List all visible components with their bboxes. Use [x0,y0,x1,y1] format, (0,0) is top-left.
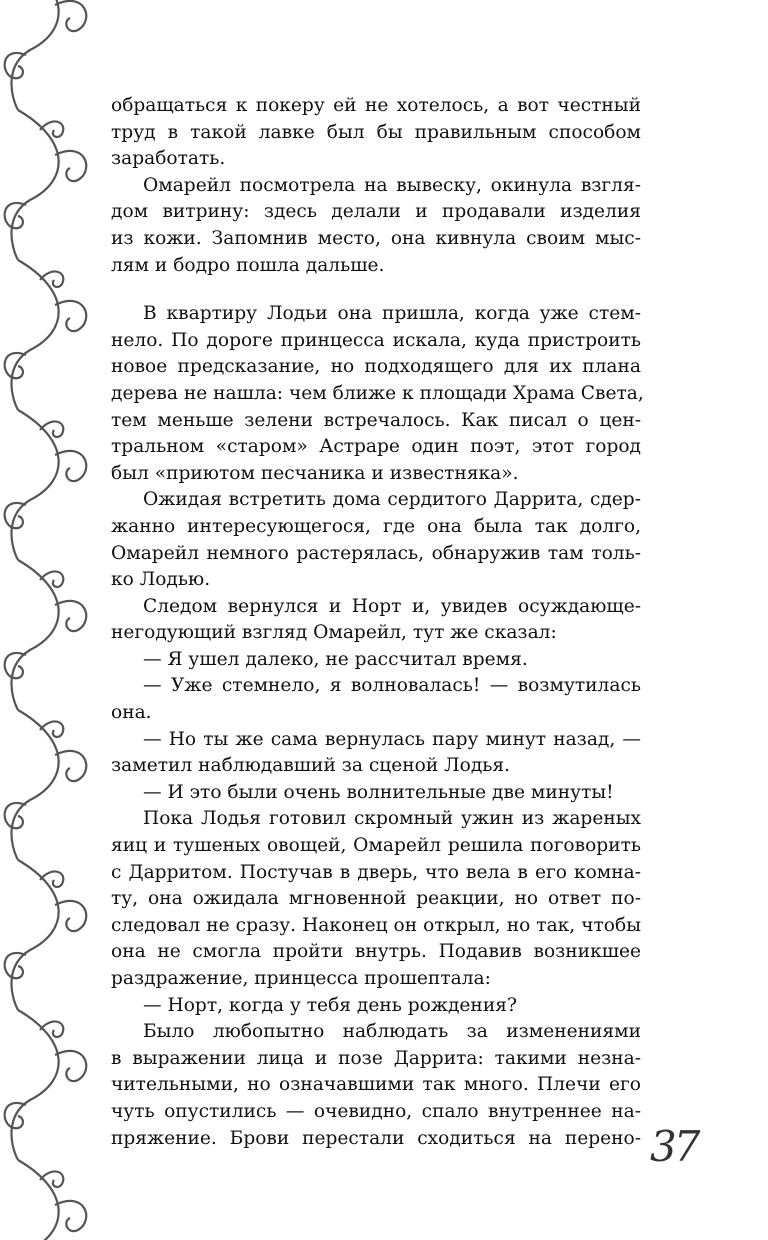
text-line: дерева не нашла: чем ближе к площади Храма Света, [111,382,644,404]
text-line: дом витрину: здесь делали и продавали изделия [111,201,641,223]
text-line: труд в такой лавке был бы правильным способом [111,121,641,143]
text-line: негодующий взгляд Омарейл, тут же сказал: [111,622,557,644]
text-line: она. [111,702,152,724]
text-line: ту, она ожидала мгновенной реакции, но ответ по- [111,888,641,910]
text-line: заработать. [111,148,226,170]
text-line: раздражение, принцесса прошептала: [111,968,491,989]
text-line: с Дарритом. Постучав в дверь, что вела в его комна- [111,861,641,883]
text-line: чительными, но означавшими так много. Плечи его [111,1074,641,1096]
text-line: Пока Лодья готовил скромный ужин из жареных [143,808,641,830]
text-line: — Но ты же сама вернулась пару минут назад, — [143,728,641,750]
text-line: пряжение. Брови перестали сходиться на перено- [111,1127,641,1149]
text-line: — Я ушел далеко, не рассчитал время. [143,648,528,670]
text-line: Омарейл посмотрела на вывеску, окинула взгля- [143,174,641,196]
text-line: ко Лодью. [111,569,211,591]
text-line: — Уже стемнело, я волновалась! — возмутилась [143,675,641,697]
section-break [111,279,641,301]
text-line: жанно интересующегося, где она была так долго, [111,515,641,537]
text-line: — Норт, когда у тебя день рождения? [143,994,517,1016]
text-line: обращаться к покеру ей не хотелось, а вот честный [111,95,641,116]
text-line: яиц и тушеных овощей, Омарейл решила поговорить [111,835,641,857]
text-line: Следом вернулся и Норт и, увидев осуждающе- [143,595,641,617]
text-line: чуть опустились — очевидно, спало внутреннее на- [111,1100,641,1122]
text-line: — И это были очень волнительные две минуты! [143,781,614,803]
text-line: тем меньше зелени встречалось. Как писал о цен- [111,409,641,431]
text-line: она не смогла пройти внутрь. Подавив возникшее [111,941,641,963]
page-number: 37 [650,1122,698,1171]
floral-scroll-border-icon [0,0,100,1240]
text-line: новое предсказание, но подходящего для их плана [111,356,641,378]
text-line: заметил наблюдавший за сценой Лодья. [111,755,511,777]
text-line: из кожи. Запомнив место, она кивнула своим мыс- [111,227,641,249]
text-line: Ожидая встретить дома сердитого Даррита, сдер- [143,489,641,511]
text-line: лям и бодро пошла дальше. [111,254,385,276]
text-line: был «приютом песчаника и известняка». [111,462,519,484]
text-line: В квартиру Лодьи она пришла, когда уже стем- [143,303,641,325]
text-line: Омарейл немного растерялась, обнаружив там толь- [111,542,641,564]
text-line: в выражении лица и позе Даррита: такими незна- [111,1047,641,1069]
body-text [111,93,644,1152]
text-line: нело. По дороге принцесса искала, куда пристроить [111,329,641,351]
text-line: тральном «старом» Астраре один поэт, этот город [111,436,641,458]
text-line: следовал не сразу. Наконец он открыл, но так, чтобы [111,914,641,936]
text-line: Было любопытно наблюдать за изменениями [143,1021,641,1043]
